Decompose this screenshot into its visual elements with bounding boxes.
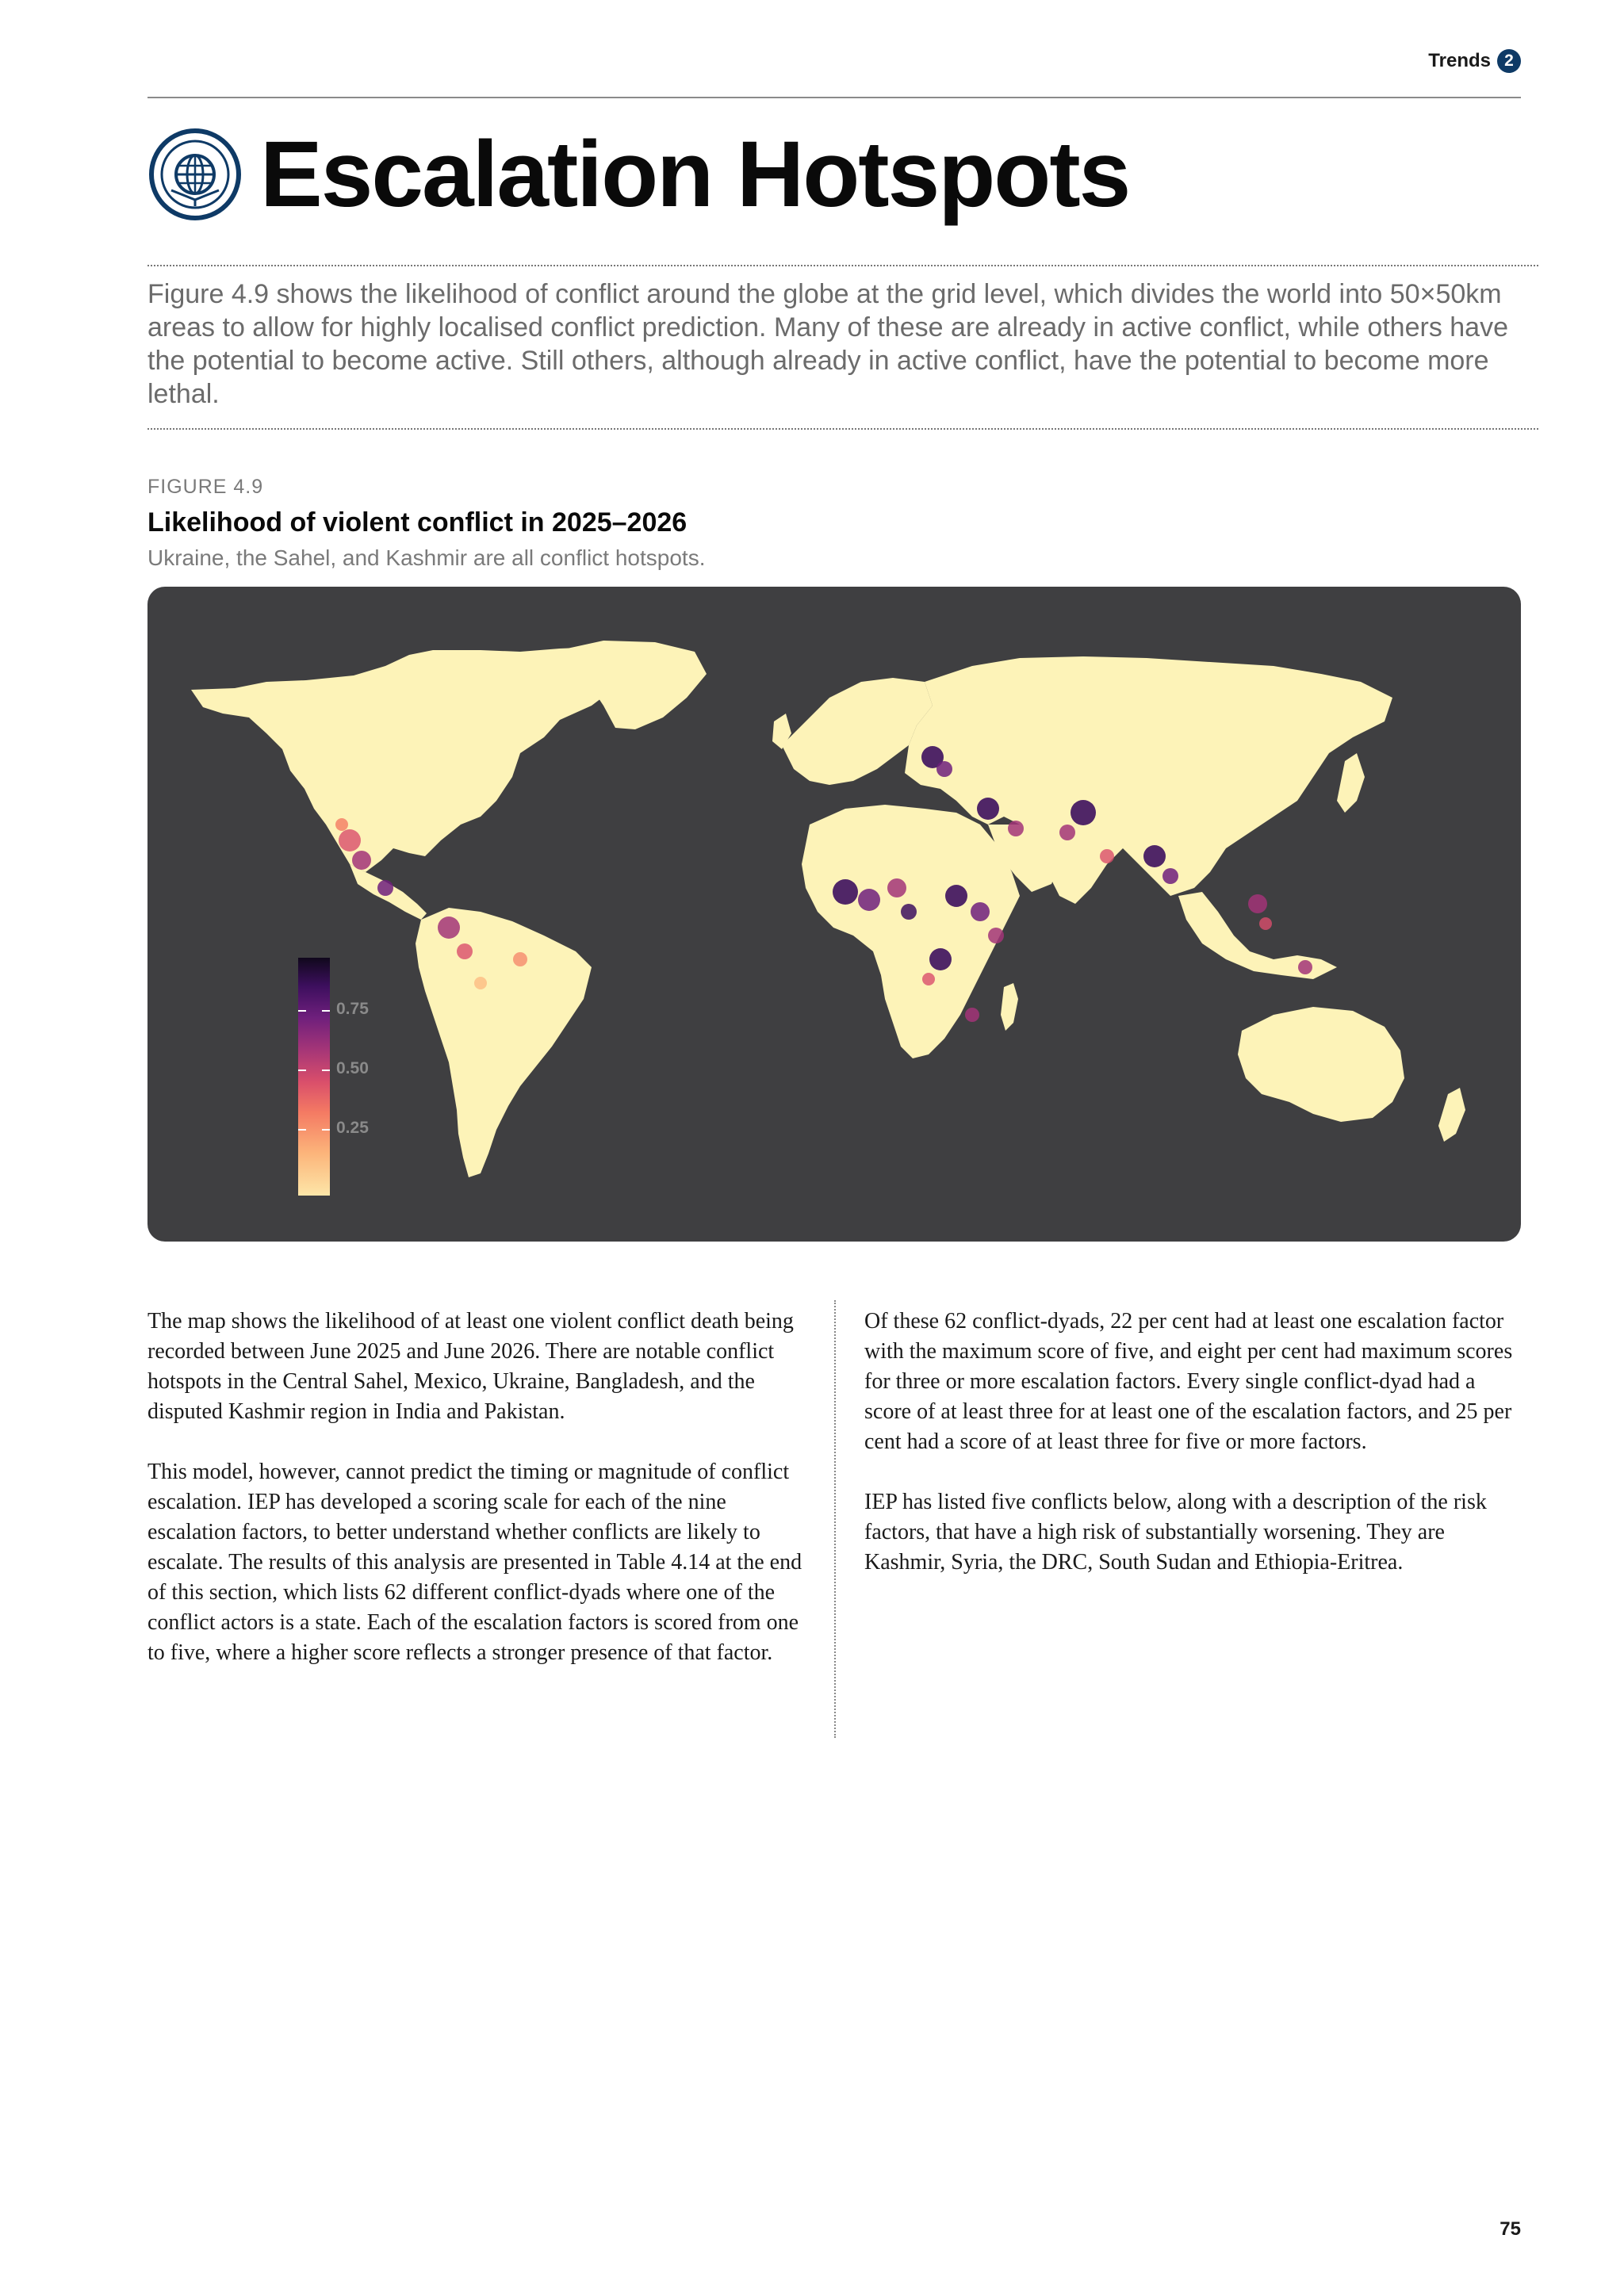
legend-tick-label: 0.50 [336,1059,369,1077]
world-map [147,587,1521,1242]
body-paragraph: This model, however, cannot predict the timing or magnitude of conflict escalation. IEP has developed a scoring scale for each of the nine escalation factors, to better understand whether conflicts are likely to escalate. The results of this analysis are presented in Table 4.14 at the end of this section, which lists 62 different conflict-dyads where one of the conflict actors is a state. Each of the escalation factors is scored from one to five, where a higher score reflects a stronger presence of that factor. [147,1460,802,1665]
header-divider [147,97,1521,98]
body-column-left [147,1307,806,1698]
body-column-right [864,1307,1522,1608]
section-number-badge: 2 [1497,49,1521,73]
madagascar [1001,983,1018,1031]
japan [1337,753,1365,813]
legend-tick-label: 0.25 [336,1119,369,1137]
globe-icon [147,127,243,222]
section-label: Trends [1428,50,1491,71]
figure-subtitle: Ukraine, the Sahel, and Kashmir are all conflict hotspots. [147,545,706,570]
north-america [191,647,631,872]
africa [802,805,1020,1058]
legend-tick-label: 0.75 [336,1000,369,1018]
australia [1238,1007,1404,1122]
body-paragraph: IEP has listed five conflicts below, along with a description of the risk factors, that have a high risk of substantially worsening. They are Kashmir, Syria, the DRC, South Sudan and Ethiopia-Eritrea. [864,1490,1487,1575]
figure-label: FIGURE 4.9 [147,476,264,498]
land-masses [191,641,1465,1177]
page-title-block [147,122,1130,227]
intro-divider-bottom [147,428,1538,430]
south-america [416,908,592,1177]
page-number: 75 [1500,2218,1521,2240]
column-divider [834,1300,836,1738]
page-title: Escalation Hotspots [260,122,1130,227]
body-paragraph: Of these 62 conflict-dyads, 22 per cent had at least one escalation factor with the maximum score of five, and eight per cent had maximum scores for three or more escalation factors. Every single conflict-dyad had a score of at least three for at least one of the escalation factors, and 25 per cent had a score of at least three for five or more factors. [864,1309,1513,1454]
likelihood-color-scale [298,958,330,1196]
intro-divider-top [147,265,1538,266]
intro-paragraph: Figure 4.9 shows the likelihood of conflict around the globe at the grid level, which divides the world into 50×50km areas to allow for highly localised conflict prediction. Many of these are already in active conflict, while others have the potential to become active. Still others, although already in active conflict, have the potential to become more lethal. [147,279,1508,409]
figure-title: Likelihood of violent conflict in 2025–2026 [147,507,688,538]
conflict-likelihood-map [147,587,1521,1242]
body-paragraph: The map shows the likelihood of at least one violent conflict death being recorded between June 2025 and June 2026. There are notable conflict hotspots in the Central Sahel, Mexico, Ukraine, Bangladesh, and the disputed Kashmir region in India and Pakistan. [147,1309,794,1424]
section-indicator [1428,49,1521,73]
new-zealand [1438,1088,1465,1142]
